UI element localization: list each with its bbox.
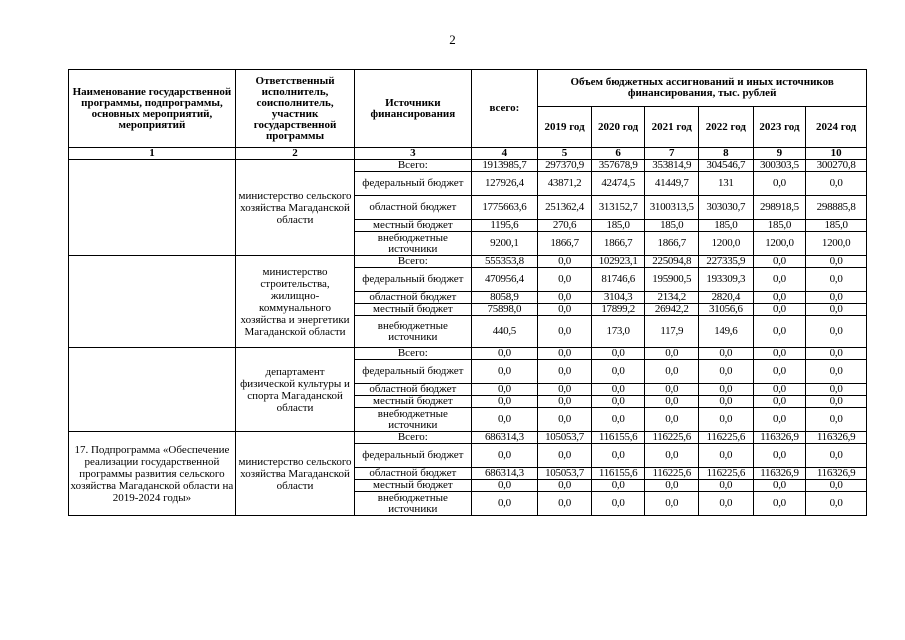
- year-value-cell: 0,0: [753, 480, 806, 492]
- funding-source-cell: федеральный бюджет: [355, 268, 471, 292]
- funding-source-cell: областной бюджет: [355, 384, 471, 396]
- year-value-cell: 298885,8: [806, 196, 867, 220]
- year-value-cell: 297370,9: [538, 160, 592, 172]
- year-value-cell: 0,0: [753, 348, 806, 360]
- year-value-cell: 0,0: [645, 444, 699, 468]
- header-executor: Ответственный исполнитель, соисполнитель, участник государственной программы: [235, 70, 354, 148]
- total-value-cell: 8058,9: [471, 292, 538, 304]
- year-value-cell: 0,0: [806, 360, 867, 384]
- total-value-cell: 1195,6: [471, 220, 538, 232]
- year-value-cell: 17899,2: [591, 304, 645, 316]
- total-value-cell: 470956,4: [471, 268, 538, 292]
- year-value-cell: 357678,9: [591, 160, 645, 172]
- funding-source-cell: внебюджетные источники: [355, 232, 471, 256]
- column-number: 9: [753, 148, 806, 160]
- year-value-cell: 0,0: [753, 396, 806, 408]
- column-number: 10: [806, 148, 867, 160]
- funding-source-cell: внебюджетные источники: [355, 492, 471, 516]
- year-value-cell: 1866,7: [538, 232, 592, 256]
- column-number: 5: [538, 148, 592, 160]
- year-value-cell: 0,0: [591, 444, 645, 468]
- table-row: [69, 256, 867, 268]
- total-value-cell: 686314,3: [471, 468, 538, 480]
- column-number: 4: [471, 148, 538, 160]
- year-value-cell: 0,0: [538, 292, 592, 304]
- funding-source-cell: федеральный бюджет: [355, 444, 471, 468]
- year-value-cell: 31056,6: [699, 304, 754, 316]
- year-value-cell: 0,0: [538, 408, 592, 432]
- year-value-cell: 1866,7: [591, 232, 645, 256]
- total-value-cell: 440,5: [471, 316, 538, 348]
- year-value-cell: 0,0: [806, 304, 867, 316]
- year-value-cell: 116155,6: [591, 468, 645, 480]
- year-value-cell: 1200,0: [753, 232, 806, 256]
- year-value-cell: 0,0: [645, 348, 699, 360]
- year-value-cell: 173,0: [591, 316, 645, 348]
- total-value-cell: 0,0: [471, 408, 538, 432]
- year-value-cell: 0,0: [699, 444, 754, 468]
- year-value-cell: 0,0: [699, 492, 754, 516]
- year-value-cell: 227335,9: [699, 256, 754, 268]
- year-value-cell: 0,0: [538, 384, 592, 396]
- header-year: 2023 год: [753, 107, 806, 148]
- year-value-cell: 116155,6: [591, 432, 645, 444]
- year-value-cell: 116326,9: [753, 468, 806, 480]
- year-value-cell: 0,0: [806, 292, 867, 304]
- year-value-cell: 102923,1: [591, 256, 645, 268]
- executor-cell: министерство сельского хозяйства Магаданской области: [235, 432, 354, 516]
- year-value-cell: 0,0: [591, 360, 645, 384]
- header-volume: Объем бюджетных ассигнований и иных источников финансирования, тыс. рублей: [538, 70, 867, 107]
- year-value-cell: 185,0: [645, 220, 699, 232]
- year-value-cell: 0,0: [645, 396, 699, 408]
- year-value-cell: 0,0: [538, 348, 592, 360]
- funding-source-cell: внебюджетные источники: [355, 408, 471, 432]
- year-value-cell: 3104,3: [591, 292, 645, 304]
- year-value-cell: 0,0: [806, 480, 867, 492]
- funding-source-cell: федеральный бюджет: [355, 172, 471, 196]
- year-value-cell: 0,0: [806, 492, 867, 516]
- header-year: 2022 год: [699, 107, 754, 148]
- year-value-cell: 117,9: [645, 316, 699, 348]
- year-value-cell: 0,0: [538, 316, 592, 348]
- year-value-cell: 0,0: [753, 304, 806, 316]
- year-value-cell: 0,0: [753, 360, 806, 384]
- executor-cell: департамент физической культуры и спорта Магаданской области: [235, 348, 354, 432]
- year-value-cell: 116225,6: [645, 432, 699, 444]
- year-value-cell: 0,0: [538, 480, 592, 492]
- funding-source-cell: Всего:: [355, 348, 471, 360]
- executor-cell: министерство сельского хозяйства Магаданской области: [235, 160, 354, 256]
- funding-source-cell: областной бюджет: [355, 292, 471, 304]
- year-value-cell: 0,0: [591, 492, 645, 516]
- year-value-cell: 298918,5: [753, 196, 806, 220]
- year-value-cell: 0,0: [538, 492, 592, 516]
- year-value-cell: 0,0: [591, 348, 645, 360]
- total-value-cell: 686314,3: [471, 432, 538, 444]
- year-value-cell: 0,0: [699, 396, 754, 408]
- year-value-cell: 43871,2: [538, 172, 592, 196]
- year-value-cell: 0,0: [806, 396, 867, 408]
- year-value-cell: 116326,9: [806, 468, 867, 480]
- total-value-cell: 1775663,6: [471, 196, 538, 220]
- funding-source-cell: Всего:: [355, 432, 471, 444]
- year-value-cell: 116225,6: [699, 468, 754, 480]
- year-value-cell: 3100313,5: [645, 196, 699, 220]
- total-value-cell: 0,0: [471, 360, 538, 384]
- year-value-cell: 0,0: [699, 360, 754, 384]
- program-name-cell: 17. Подпрограмма «Обеспечение реализации государственной программы развития сельского хозяйства Магаданской области на 2019-2024 годы»: [69, 432, 236, 516]
- year-value-cell: 185,0: [591, 220, 645, 232]
- total-value-cell: 127926,4: [471, 172, 538, 196]
- year-value-cell: 0,0: [753, 172, 806, 196]
- year-value-cell: 0,0: [753, 268, 806, 292]
- year-value-cell: 81746,6: [591, 268, 645, 292]
- year-value-cell: 0,0: [591, 384, 645, 396]
- year-value-cell: 195900,5: [645, 268, 699, 292]
- column-number: 2: [235, 148, 354, 160]
- header-year: 2020 год: [591, 107, 645, 148]
- year-value-cell: 105053,7: [538, 432, 592, 444]
- year-value-cell: 0,0: [645, 480, 699, 492]
- funding-source-cell: местный бюджет: [355, 396, 471, 408]
- total-value-cell: 0,0: [471, 384, 538, 396]
- year-value-cell: 0,0: [645, 492, 699, 516]
- year-value-cell: 0,0: [699, 408, 754, 432]
- year-value-cell: 116225,6: [699, 432, 754, 444]
- year-value-cell: 0,0: [806, 268, 867, 292]
- year-value-cell: 0,0: [699, 480, 754, 492]
- table-row: [69, 348, 867, 360]
- year-value-cell: 0,0: [753, 316, 806, 348]
- year-value-cell: 1866,7: [645, 232, 699, 256]
- year-value-cell: 0,0: [753, 384, 806, 396]
- header-year: 2024 год: [806, 107, 867, 148]
- year-value-cell: 0,0: [806, 444, 867, 468]
- year-value-cell: 0,0: [591, 396, 645, 408]
- funding-source-cell: Всего:: [355, 256, 471, 268]
- year-value-cell: 0,0: [753, 408, 806, 432]
- header-year: 2021 год: [645, 107, 699, 148]
- year-value-cell: 304546,7: [699, 160, 754, 172]
- funding-source-cell: Всего:: [355, 160, 471, 172]
- funding-source-cell: федеральный бюджет: [355, 360, 471, 384]
- year-value-cell: 0,0: [699, 348, 754, 360]
- table-row: [69, 160, 867, 172]
- year-value-cell: 1200,0: [806, 232, 867, 256]
- total-value-cell: 0,0: [471, 492, 538, 516]
- year-value-cell: 0,0: [591, 408, 645, 432]
- year-value-cell: 0,0: [753, 492, 806, 516]
- total-value-cell: 0,0: [471, 396, 538, 408]
- total-value-cell: 0,0: [471, 348, 538, 360]
- funding-source-cell: местный бюджет: [355, 304, 471, 316]
- header-name: Наименование государственной программы, подпрограммы, основных мероприятий, мероприятий: [69, 70, 236, 148]
- year-value-cell: 0,0: [753, 292, 806, 304]
- year-value-cell: 0,0: [806, 316, 867, 348]
- year-value-cell: 185,0: [753, 220, 806, 232]
- year-value-cell: 300270,8: [806, 160, 867, 172]
- total-value-cell: 1913985,7: [471, 160, 538, 172]
- funding-source-cell: местный бюджет: [355, 480, 471, 492]
- budget-table: [68, 69, 867, 516]
- year-value-cell: 131: [699, 172, 754, 196]
- program-name-cell: [69, 160, 236, 256]
- year-value-cell: 41449,7: [645, 172, 699, 196]
- program-name-cell: [69, 348, 236, 432]
- column-number: 1: [69, 148, 236, 160]
- year-value-cell: 105053,7: [538, 468, 592, 480]
- year-value-cell: 0,0: [699, 384, 754, 396]
- year-value-cell: 303030,7: [699, 196, 754, 220]
- table-row: [69, 432, 867, 444]
- year-value-cell: 0,0: [753, 444, 806, 468]
- year-value-cell: 300303,5: [753, 160, 806, 172]
- year-value-cell: 251362,4: [538, 196, 592, 220]
- total-value-cell: 555353,8: [471, 256, 538, 268]
- year-value-cell: 1200,0: [699, 232, 754, 256]
- funding-source-cell: областной бюджет: [355, 468, 471, 480]
- year-value-cell: 0,0: [645, 384, 699, 396]
- year-value-cell: 0,0: [538, 304, 592, 316]
- year-value-cell: 313152,7: [591, 196, 645, 220]
- year-value-cell: 116225,6: [645, 468, 699, 480]
- year-value-cell: 0,0: [806, 348, 867, 360]
- year-value-cell: 116326,9: [806, 432, 867, 444]
- executor-cell: министерство строительства, жилищно-коммунального хозяйства и энергетики Магаданской области: [235, 256, 354, 348]
- year-value-cell: 2134,2: [645, 292, 699, 304]
- year-value-cell: 0,0: [591, 480, 645, 492]
- funding-source-cell: областной бюджет: [355, 196, 471, 220]
- funding-source-cell: местный бюджет: [355, 220, 471, 232]
- year-value-cell: 26942,2: [645, 304, 699, 316]
- column-number: 7: [645, 148, 699, 160]
- year-value-cell: 0,0: [645, 360, 699, 384]
- total-value-cell: 9200,1: [471, 232, 538, 256]
- year-value-cell: 0,0: [538, 360, 592, 384]
- year-value-cell: 116326,9: [753, 432, 806, 444]
- column-number: 6: [591, 148, 645, 160]
- header-year: 2019 год: [538, 107, 592, 148]
- total-value-cell: 75898,0: [471, 304, 538, 316]
- header-total: всего:: [471, 70, 538, 148]
- year-value-cell: 0,0: [806, 172, 867, 196]
- funding-source-cell: внебюджетные источники: [355, 316, 471, 348]
- page-number: 2: [449, 32, 456, 47]
- total-value-cell: 0,0: [471, 480, 538, 492]
- year-value-cell: 185,0: [699, 220, 754, 232]
- year-value-cell: 0,0: [806, 408, 867, 432]
- year-value-cell: 0,0: [753, 256, 806, 268]
- year-value-cell: 225094,8: [645, 256, 699, 268]
- column-number: 3: [355, 148, 471, 160]
- year-value-cell: 185,0: [806, 220, 867, 232]
- year-value-cell: 0,0: [538, 268, 592, 292]
- total-value-cell: 0,0: [471, 444, 538, 468]
- year-value-cell: 0,0: [538, 444, 592, 468]
- year-value-cell: 2820,4: [699, 292, 754, 304]
- column-number: 8: [699, 148, 754, 160]
- year-value-cell: 0,0: [538, 256, 592, 268]
- year-value-cell: 0,0: [538, 396, 592, 408]
- year-value-cell: 353814,9: [645, 160, 699, 172]
- year-value-cell: 270,6: [538, 220, 592, 232]
- year-value-cell: 0,0: [806, 384, 867, 396]
- year-value-cell: 193309,3: [699, 268, 754, 292]
- year-value-cell: 0,0: [806, 256, 867, 268]
- program-name-cell: [69, 256, 236, 348]
- year-value-cell: 149,6: [699, 316, 754, 348]
- header-sources: Источники финансирования: [355, 70, 471, 148]
- year-value-cell: 42474,5: [591, 172, 645, 196]
- year-value-cell: 0,0: [645, 408, 699, 432]
